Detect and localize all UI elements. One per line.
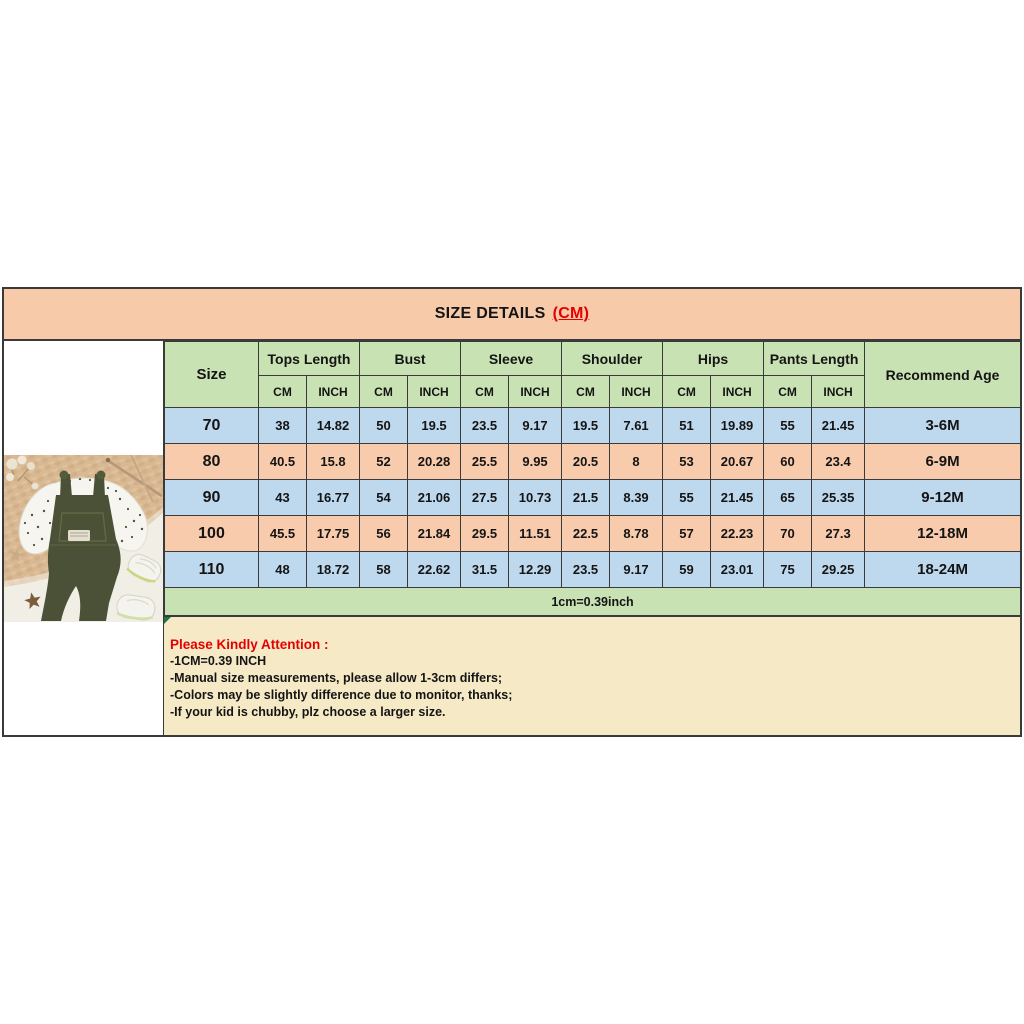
conversion-note: 1cm=0.39inch — [165, 588, 1021, 616]
measure-cell: 52 — [360, 444, 408, 480]
measure-cell: 21.5 — [562, 480, 610, 516]
table-row-size-110 — [165, 552, 1021, 588]
measure-cell: 14.82 — [307, 408, 360, 444]
measure-cell: 9.95 — [509, 444, 562, 480]
measure-cell: 12.29 — [509, 552, 562, 588]
measure-cell: 23.5 — [461, 408, 509, 444]
measure-cell: 9.17 — [509, 408, 562, 444]
col-header-tops-length: Tops Length — [259, 342, 360, 376]
measure-cell: 59 — [663, 552, 711, 588]
size-chart-sheet — [2, 287, 1022, 737]
measure-cell: 19.89 — [711, 408, 764, 444]
measure-cell: 23.01 — [711, 552, 764, 588]
measure-cell: 18.72 — [307, 552, 360, 588]
measure-cell: 21.06 — [408, 480, 461, 516]
measure-cell: 17.75 — [307, 516, 360, 552]
table-row-size-70 — [165, 408, 1021, 444]
measure-cell: 31.5 — [461, 552, 509, 588]
measure-cell: 48 — [259, 552, 307, 588]
size-cell: 90 — [165, 480, 259, 516]
banner-unit: (CM) — [552, 305, 590, 322]
table-row-size-100 — [165, 516, 1021, 552]
measure-cell: 43 — [259, 480, 307, 516]
attention-line: -Colors may be slightly difference due to monitor, thanks; — [170, 688, 513, 702]
size-table-column — [164, 341, 1020, 735]
measure-cell: 22.5 — [562, 516, 610, 552]
unit-header-cm: CM — [663, 376, 711, 408]
measure-cell: 55 — [764, 408, 812, 444]
unit-header-cm: CM — [764, 376, 812, 408]
size-details-banner — [4, 289, 1020, 341]
size-cell: 70 — [165, 408, 259, 444]
measure-cell: 25.35 — [812, 480, 865, 516]
age-cell: 3-6M — [865, 408, 1021, 444]
col-header-hips: Hips — [663, 342, 764, 376]
attention-line: -1CM=0.39 INCH — [170, 654, 267, 668]
unit-header-inch: INCH — [307, 376, 360, 408]
col-header-pants-length: Pants Length — [764, 342, 865, 376]
measure-cell: 21.45 — [711, 480, 764, 516]
size-table — [164, 341, 1021, 616]
measure-cell: 8 — [610, 444, 663, 480]
table-group-header-row — [165, 342, 1021, 376]
measure-cell: 23.5 — [562, 552, 610, 588]
age-cell: 6-9M — [865, 444, 1021, 480]
size-cell: 100 — [165, 516, 259, 552]
age-cell: 9-12M — [865, 480, 1021, 516]
measure-cell: 19.5 — [408, 408, 461, 444]
unit-header-inch: INCH — [408, 376, 461, 408]
measure-cell: 58 — [360, 552, 408, 588]
table-row-size-80 — [165, 444, 1021, 480]
measure-cell: 27.5 — [461, 480, 509, 516]
unit-header-inch: INCH — [610, 376, 663, 408]
measure-cell: 51 — [663, 408, 711, 444]
attention-line: -If your kid is chubby, plz choose a larger size. — [170, 705, 446, 719]
measure-cell: 22.62 — [408, 552, 461, 588]
age-cell: 18-24M — [865, 552, 1021, 588]
measure-cell: 29.5 — [461, 516, 509, 552]
col-header-sleeve: Sleeve — [461, 342, 562, 376]
measure-cell: 20.28 — [408, 444, 461, 480]
attention-box — [164, 616, 1020, 735]
measure-cell: 8.78 — [610, 516, 663, 552]
attention-heading: Please Kindly Attention : — [170, 637, 329, 652]
attention-line: -Manual size measurements, please allow 1-3cm differs; — [170, 671, 503, 685]
unit-header-inch: INCH — [509, 376, 562, 408]
conversion-note-row — [165, 588, 1021, 616]
unit-header-cm: CM — [259, 376, 307, 408]
measure-cell: 22.23 — [711, 516, 764, 552]
measure-cell: 25.5 — [461, 444, 509, 480]
measure-cell: 20.67 — [711, 444, 764, 480]
measure-cell: 53 — [663, 444, 711, 480]
measure-cell: 10.73 — [509, 480, 562, 516]
col-header-shoulder: Shoulder — [562, 342, 663, 376]
sheet-body — [4, 341, 1020, 735]
overalls-label — [68, 530, 90, 541]
unit-header-cm: CM — [562, 376, 610, 408]
measure-cell: 19.5 — [562, 408, 610, 444]
unit-header-inch: INCH — [812, 376, 865, 408]
measure-cell: 65 — [764, 480, 812, 516]
measure-cell: 38 — [259, 408, 307, 444]
measure-cell: 21.45 — [812, 408, 865, 444]
unit-header-cm: CM — [461, 376, 509, 408]
col-header-recommend-age: Recommend Age — [865, 342, 1021, 408]
product-photo — [4, 455, 163, 622]
unit-header-inch: INCH — [711, 376, 764, 408]
measure-cell: 29.25 — [812, 552, 865, 588]
measure-cell: 40.5 — [259, 444, 307, 480]
measure-cell: 56 — [360, 516, 408, 552]
measure-cell: 8.39 — [610, 480, 663, 516]
banner-title: SIZE DETAILS — [434, 305, 546, 322]
measure-cell: 57 — [663, 516, 711, 552]
measure-cell: 11.51 — [509, 516, 562, 552]
col-header-bust: Bust — [360, 342, 461, 376]
measure-cell: 27.3 — [812, 516, 865, 552]
measure-cell: 55 — [663, 480, 711, 516]
measure-cell: 45.5 — [259, 516, 307, 552]
col-header-size: Size — [165, 342, 259, 408]
measure-cell: 50 — [360, 408, 408, 444]
measure-cell: 15.8 — [307, 444, 360, 480]
measure-cell: 60 — [764, 444, 812, 480]
measure-cell: 16.77 — [307, 480, 360, 516]
measure-cell: 9.17 — [610, 552, 663, 588]
product-photo-column — [4, 341, 164, 735]
measure-cell: 23.4 — [812, 444, 865, 480]
measure-cell: 70 — [764, 516, 812, 552]
table-row-size-90 — [165, 480, 1021, 516]
age-cell: 12-18M — [865, 516, 1021, 552]
unit-header-cm: CM — [360, 376, 408, 408]
size-cell: 110 — [165, 552, 259, 588]
measure-cell: 21.84 — [408, 516, 461, 552]
measure-cell: 7.61 — [610, 408, 663, 444]
measure-cell: 75 — [764, 552, 812, 588]
measure-cell: 20.5 — [562, 444, 610, 480]
measure-cell: 54 — [360, 480, 408, 516]
size-cell: 80 — [165, 444, 259, 480]
